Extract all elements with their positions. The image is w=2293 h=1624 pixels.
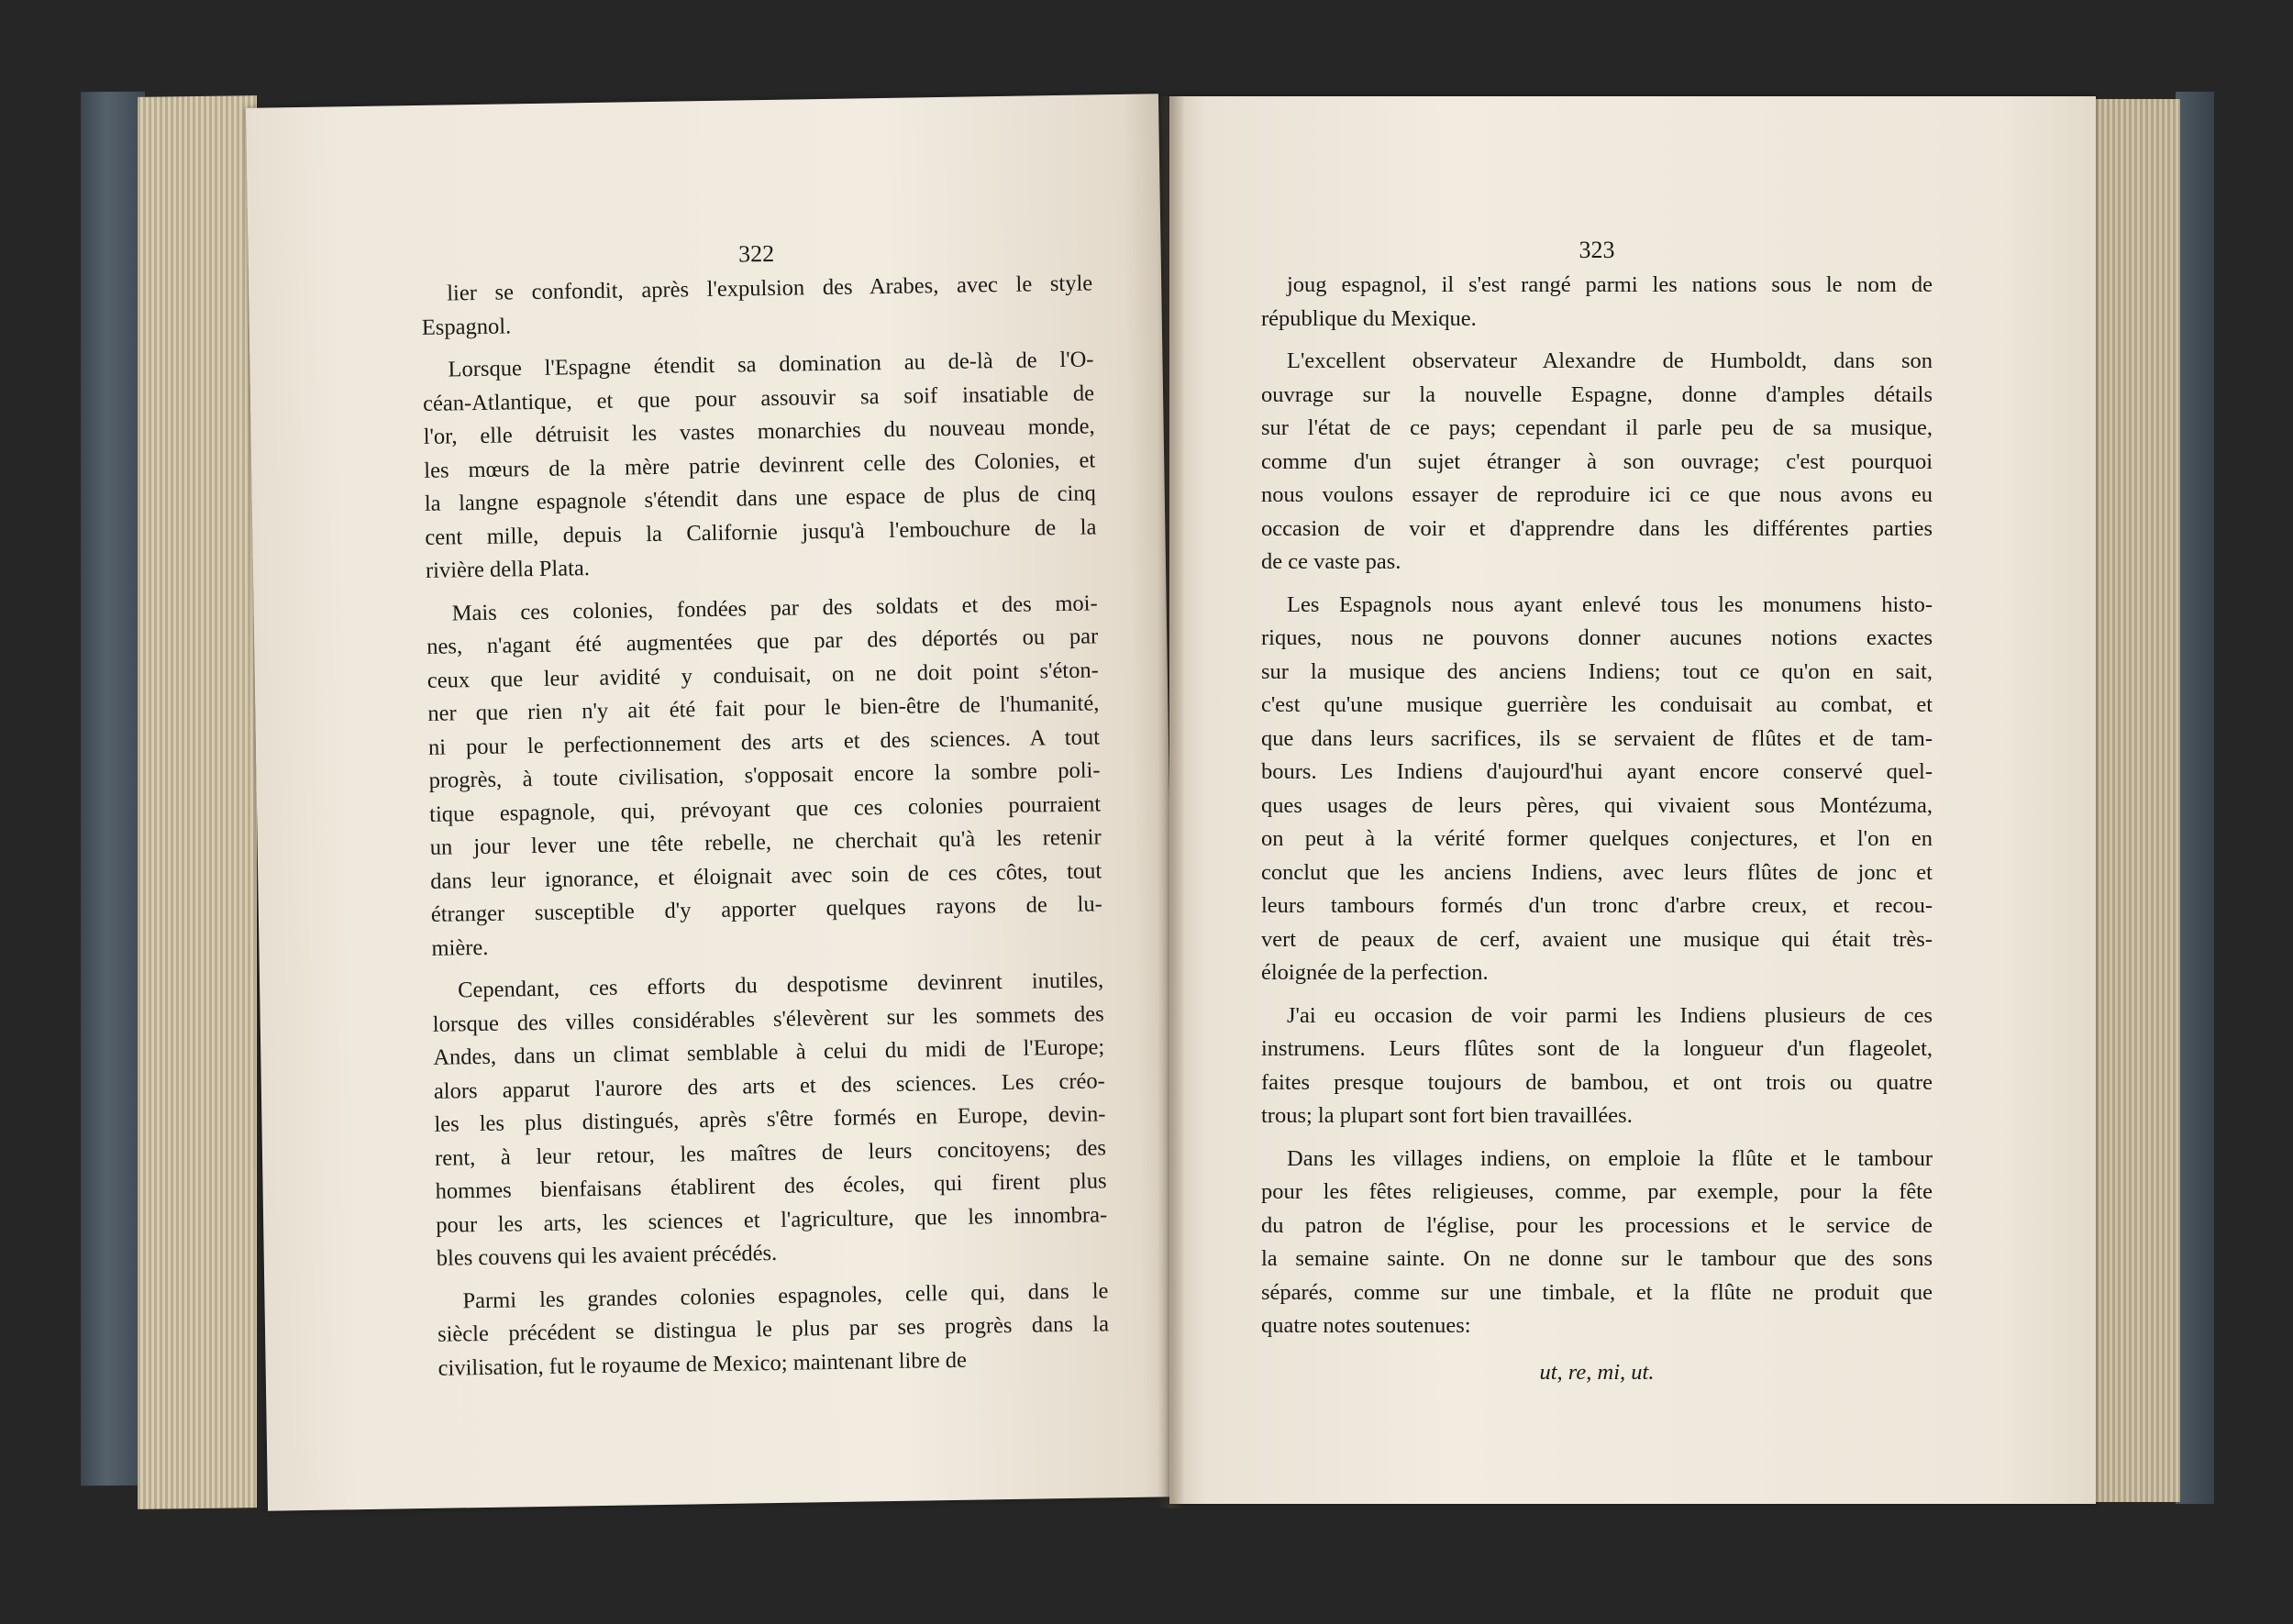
text-line: sur l'état de ce pays; cependant il parle peu de sa musique, — [1261, 415, 1933, 440]
text-line: joug espagnol, il s'est rangé parmi les nations sous le nom de — [1287, 272, 1933, 297]
text-line: ceux que leur avidité y conduisait, on ne doit point s'éton- — [426, 657, 1099, 693]
text-line: hommes bienfaisans établirent des écoles, qui firent plus — [435, 1168, 1107, 1204]
text-line: la langne espagnole s'étendit dans une espace de plus de cinq — [424, 481, 1096, 516]
text-line: vert de peaux de cerf, avaient une musique qui était très- — [1261, 926, 1933, 952]
paragraph-gap — [1261, 580, 1933, 589]
book-gutter — [1158, 96, 1185, 1508]
text-line: on peut à la vérité former quelques conjectures, et l'on en — [1261, 826, 1933, 851]
text-line: ner que rien n'y ait été fait pour le bien-être de l'humanité, — [427, 690, 1100, 726]
text-line: Parmi les grandes colonies espagnoles, celle qui, dans le — [462, 1277, 1109, 1313]
text-line: civilisation, fut le royaume de Mexico; maintenant libre de — [438, 1347, 968, 1381]
text-line: sur la musique des anciens Indiens; tout ce qu'on en sait, — [1261, 658, 1933, 684]
right-page-text — [1261, 232, 1933, 1389]
text-line: tique espagnole, qui, prévoyant que ces colonies pourraient — [428, 790, 1102, 827]
text-line: pour les fêtes religieuses, comme, par exemple, pour la fête — [1261, 1179, 1933, 1204]
text-line: Mais ces colonies, fondées par des soldats et des moi- — [451, 590, 1098, 625]
text-line: la semaine sainte. On ne donne sur le tambour que des sons — [1261, 1246, 1933, 1271]
text-line: que dans leurs sacrifices, ils se servaient de flûtes et de tam- — [1261, 725, 1933, 751]
text-line: rent, à leur retour, les maîtres de leurs concitoyens; des — [434, 1134, 1107, 1171]
text-line: république du Mexique. — [1261, 305, 1477, 331]
text-line: riques, nous ne pouvons donner aucunes notions exactes — [1261, 625, 1933, 650]
text-line: Espagnol. — [421, 313, 512, 340]
text-line: ni pour le perfectionnement des arts et des sciences. A tout — [427, 724, 1101, 760]
left-page-text — [420, 230, 1110, 1385]
text-line: siècle précédent se distingua le plus par ses progrès dans la — [437, 1311, 1110, 1347]
left-page-number: 322 — [737, 239, 775, 268]
text-line: alors apparut l'aurore des arts et des sciences. Les créo- — [433, 1067, 1106, 1104]
paragraph-gap — [1261, 990, 1933, 1000]
book-cover-left — [81, 92, 145, 1486]
text-line: rivière della Plata. — [425, 556, 591, 583]
text-line: Cependant, ces efforts du despotisme devinrent inutiles, — [457, 967, 1104, 1003]
text-line: étranger susceptible d'y apporter quelques rayons de lu- — [430, 891, 1103, 927]
paragraph-gap — [1261, 336, 1933, 345]
text-line: lier se confondit, après l'expulsion des Arabes, avec le style — [447, 271, 1093, 306]
paragraph-gap — [1261, 1133, 1933, 1143]
left-page — [246, 94, 1180, 1510]
text-line: progrès, à toute civilisation, s'opposait encore la sombre poli- — [428, 757, 1101, 793]
text-line: leurs tambours formés d'un tronc d'arbre creux, et recou- — [1261, 893, 1933, 918]
text-line: c'est qu'une musique guerrière les conduisait au combat, et — [1261, 692, 1933, 717]
text-line: conclut que les anciens Indiens, avec leurs flûtes de jonc et — [1261, 859, 1933, 885]
right-page — [1169, 96, 2096, 1504]
text-line: de ce vaste pas. — [1261, 549, 1401, 574]
book-cover-right — [2176, 92, 2214, 1504]
text-line: bles couvens qui les avaient précédés. — [436, 1240, 778, 1271]
text-line: nous voulons essayer de reproduire ici ce que nous avons eu — [1261, 482, 1933, 507]
text-line: Les Espagnols nous ayant enlevé tous les monumens histo- — [1287, 591, 1933, 617]
text-line: séparés, comme sur une timbale, et la flûte ne produit que — [1261, 1279, 1933, 1305]
text-line: faites presque toujours de bambou, et ont trois ou quatre — [1261, 1069, 1933, 1095]
text-line: ques usages de leurs pères, qui vivaient sous Montézuma, — [1261, 792, 1933, 818]
text-line: les les plus distingués, après s'être formés en Europe, devin- — [434, 1101, 1106, 1137]
text-line: instrumens. Leurs flûtes sont de la longueur d'un flageolet, — [1261, 1036, 1933, 1061]
text-line: cent mille, depuis la Californie jusqu'à l'embouchure de la — [425, 514, 1097, 550]
text-line: comme d'un sujet étranger à son ouvrage; c'est pourquoi — [1261, 448, 1933, 474]
text-line: pour les arts, les sciences et l'agriculture, que les innombra- — [435, 1201, 1108, 1238]
text-line: Lorsque l'Espagne étendit sa domination au de-là de l'O- — [448, 347, 1094, 382]
text-line: Dans les villages indiens, on emploie la flûte et le tambour — [1287, 1145, 1933, 1171]
text-line: bours. Les Indiens d'aujourd'hui ayant encore conservé quel- — [1261, 759, 1933, 784]
text-line: occasion de voir et d'apprendre dans les différentes parties — [1261, 515, 1933, 541]
text-line: les mœurs de la mère patrie devinrent celle des Colonies, et — [424, 447, 1096, 483]
text-line: lorsque des villes considérables s'élevèrent sur les sommets des — [432, 1000, 1104, 1037]
text-line: J'ai eu occasion de voir parmi les Indiens plusieurs de ces — [1287, 1002, 1933, 1028]
page-edges-right — [2093, 99, 2180, 1502]
text-line: l'or, elle détruisit les vastes monarchies du nouveau monde, — [423, 414, 1095, 449]
text-line: quatre notes soutenues: — [1261, 1313, 1471, 1338]
text-line: éloignée de la perfection. — [1261, 960, 1489, 985]
text-line: céan-Atlantique, et que pour assouvir sa soif insatiable de — [422, 380, 1095, 416]
text-line: nes, n'agant été augmentées que par des déportés ou par — [426, 624, 1099, 659]
right-page-number: 323 — [1579, 237, 1615, 263]
text-line: dans leur ignorance, et éloignait avec soin de ces côtes, tout — [430, 857, 1102, 894]
page-edges-left — [138, 95, 257, 1509]
text-line: ouvrage sur la nouvelle Espagne, donne d'amples détails — [1261, 381, 1933, 407]
text-line: Andes, dans un climat semblable à celui du midi de l'Europe; — [433, 1034, 1105, 1070]
text-line: trous; la plupart sont fort bien travaillées. — [1261, 1103, 1633, 1128]
notes-line: ut, re, mi, ut. — [1539, 1359, 1655, 1385]
text-line: du patron de l'église, pour les processions et le service de — [1261, 1212, 1933, 1238]
text-line: un jour lever une tête rebelle, ne cherchait qu'à les retenir — [429, 824, 1102, 860]
text-line: mière. — [431, 934, 489, 961]
text-line: L'excellent observateur Alexandre de Humboldt, dans son — [1287, 348, 1933, 373]
